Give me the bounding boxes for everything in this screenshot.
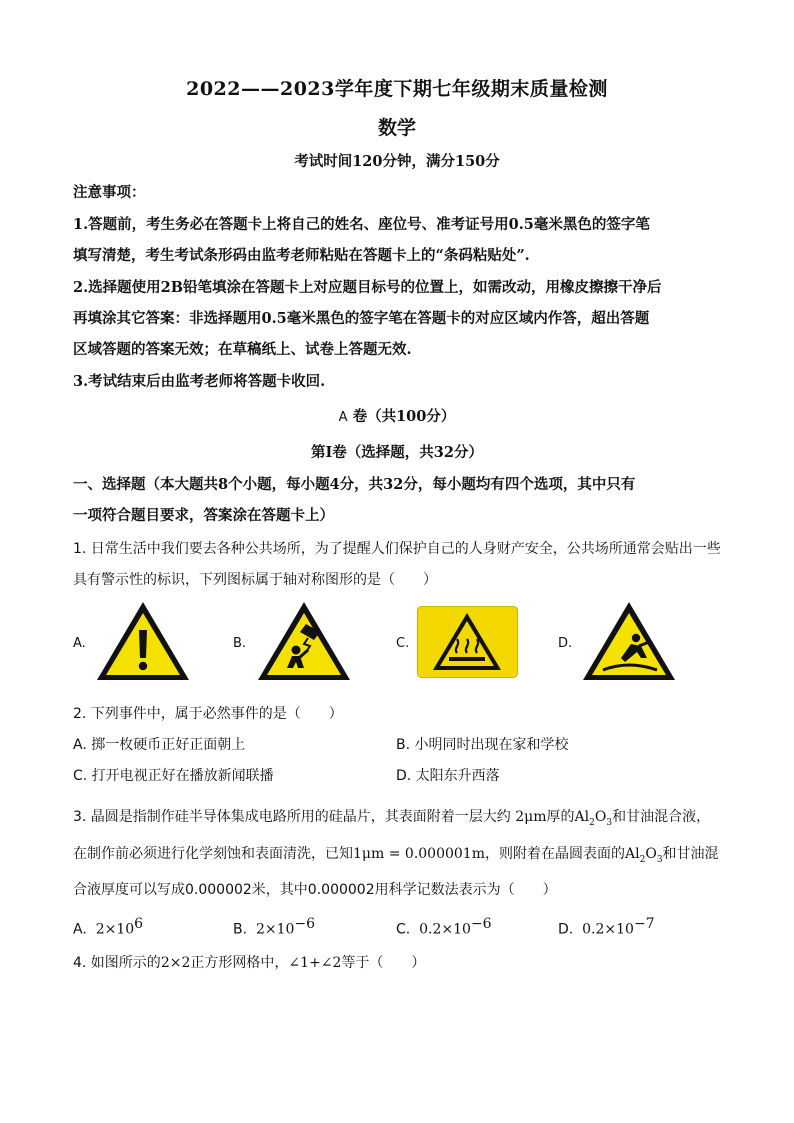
q3-option-a: A. $2\times 10^6$ bbox=[73, 916, 144, 938]
section-heading-line-2: 一项符合题目要求，答案涂在答题卡上） bbox=[73, 507, 334, 524]
section-a-title bbox=[0, 405, 794, 426]
exam-time-info: 考试时间120分钟，满分150分 bbox=[294, 153, 500, 170]
exclamation-bar bbox=[139, 630, 147, 658]
q2-option-c: C. 打开电视正好在播放新闻联播 bbox=[73, 768, 274, 784]
q3-stem-line-2: 在制作前必须进行化学刻蚀和表面清洗，已知1μm = 0.000001m，则附着在晶圆表面的$Al_2O_3$和甘油混 bbox=[73, 846, 719, 865]
q2-stem: 2. 下列事件中，属于必然事件的是（ ） bbox=[73, 706, 343, 722]
hot-surface-warning-icon bbox=[417, 606, 518, 678]
notice-heading: 注意事项： bbox=[73, 184, 146, 201]
exclamation-warning-icon bbox=[95, 600, 191, 682]
q1-option-c-label: C. bbox=[396, 636, 410, 651]
section-a-label: 卷（共100分） bbox=[352, 408, 456, 425]
notice-line-2: 填写清楚，考生考试条形码由监考老师粘贴在答题卡上的“条码粘贴处”. bbox=[73, 247, 530, 264]
person-head bbox=[292, 646, 301, 655]
q3-chemical-formula: $Al_2O_3$ bbox=[574, 809, 613, 828]
slippery-floor-warning-icon bbox=[581, 600, 677, 682]
q3-option-c: C. $0.2\times 10^{-6}$ bbox=[396, 916, 492, 938]
exam-title: 2022——2023学年度下期七年级期末质量检测 bbox=[186, 78, 608, 100]
notice-line-6: 3.考试结束后由监考老师将答题卡收回. bbox=[73, 373, 326, 390]
falling-object-warning-icon bbox=[256, 600, 352, 682]
q1-stem-line-2: 具有警示性的标识，下列图标属于轴对称图形的是（ ） bbox=[73, 572, 437, 588]
q3-chemical-formula-2: $Al_2O_3$ bbox=[625, 846, 663, 865]
q3-stem-line-3: 合液厚度可以写成0.000002米，其中0.000002用科学记数法表示为（ ） bbox=[73, 882, 557, 898]
q3-thickness-value: 2μm bbox=[515, 809, 547, 825]
q3-unit-conversion: 1μm = 0.000001m bbox=[353, 846, 485, 862]
notice-line-3: 2.选择题使用2B铅笔填涂在答题卡上对应题目标号的位置上，如需改动，用橡皮擦擦干净后 bbox=[73, 279, 662, 296]
q4-stem: 4. 如图所示的2×2正方形网格中，∠1+∠2等于（ ） bbox=[73, 955, 426, 971]
q1-stem-line-1: 1. 日常生活中我们要去各种公共场所，为了提醒人们保护自己的人身财产安全，公共场所通常会贴出一些 bbox=[73, 541, 721, 557]
q1-option-b-label: B. bbox=[233, 636, 247, 651]
q1-option-a-label: A. bbox=[73, 636, 86, 651]
q2-option-a: A. 掷一枚硬币正好正面朝上 bbox=[73, 737, 246, 753]
notice-line-4: 再填涂其它答案：非选择题用0.5毫米黑色的签字笔在答题卡的对应区域内作答，超出答题 bbox=[73, 310, 650, 327]
section-a-prefix: A bbox=[338, 410, 348, 425]
slipping-person-head bbox=[632, 634, 640, 642]
hot-surface-bar bbox=[449, 657, 485, 661]
q3-option-d: D. $0.2\times 10^{-7}$ bbox=[558, 916, 655, 938]
exclamation-dot bbox=[139, 662, 147, 670]
q2-option-b: B. 小明同时出现在家和学校 bbox=[396, 737, 569, 753]
part-one-title: 第I卷（选择题，共32分） bbox=[311, 444, 483, 461]
q2-option-d: D. 太阳东升西落 bbox=[396, 768, 500, 784]
notice-line-5: 区域答题的答案无效；在草稿纸上、试卷上答题无效. bbox=[73, 341, 412, 358]
section-heading-line-1: 一、选择题（本大题共8个小题，每小题4分，共32分，每小题均有四个选项，其中只有 bbox=[73, 476, 636, 493]
q3-option-b: B. $2\times 10^{-6}$ bbox=[233, 916, 316, 938]
subject-title: 数学 bbox=[377, 117, 416, 139]
q1-option-d-label: D. bbox=[558, 636, 573, 651]
q3-stem-line-1: 3. 晶圆是指制作硅半导体集成电路所用的硅晶片，其表面附着一层大约 2μm厚的$Al_2O_3$和甘油混合液， bbox=[73, 809, 711, 828]
notice-line-1: 1.答题前，考生务必在答题卡上将自己的姓名、座位号、准考证号用0.5毫米黑色的签字笔 bbox=[73, 216, 650, 233]
